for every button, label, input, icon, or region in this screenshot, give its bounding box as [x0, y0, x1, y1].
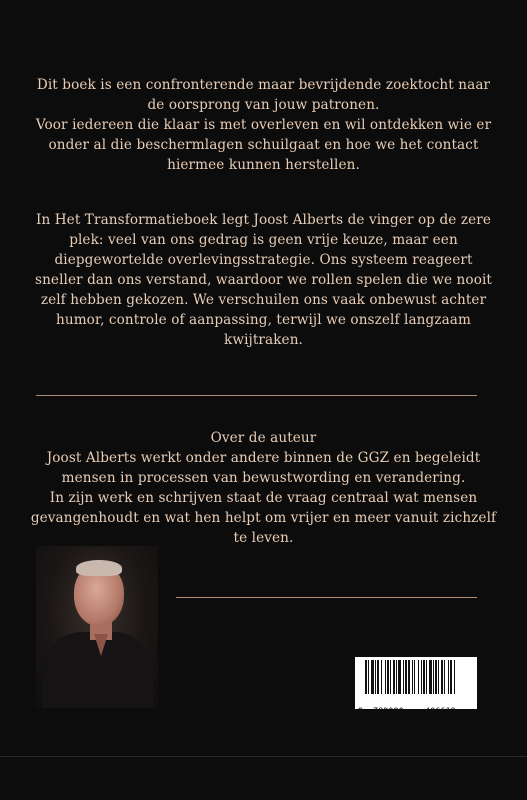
- intro-text: [30, 75, 497, 175]
- author-bio-1: Joost Alberts werkt onder andere binnen de GGZ en begeleidt mensen in processen van bewustwording en verandering.: [46, 450, 481, 486]
- author-bio-2: In zijn werk en schrijven staat de vraag centraal wat mensen gevangenhoudt en wat hen helpt om vrijer en meer vanuit zichzelf te leven.: [30, 490, 497, 546]
- barcode-group-2: 406619: [425, 707, 456, 717]
- barcode-bars: [355, 657, 477, 697]
- intro-line-1: Dit boek is een confronterende maar bevrijdende zoektocht naar de oorsprong van jouw patronen.: [36, 77, 491, 113]
- description-text: [30, 210, 497, 350]
- section-divider: [36, 395, 477, 396]
- intro-line-2: Voor iedereen die klaar is met overleven en wil ontdekken wie er onder al die beschermlagen schuilgaat en hoe we het contact hiermee kunnen herstellen.: [35, 117, 492, 173]
- author-heading: Over de auteur: [210, 430, 317, 446]
- isbn-barcode: [355, 657, 477, 717]
- description-paragraph: In Het Transformatieboek legt Joost Alberts de vinger op de zere plek: veel van ons gedrag is geen vrije keuze, maar een diepgewortelde overlevingsstrategie. Ons systeem reageert sneller dan ons verstand, waardoor we rollen spelen die we nooit zelf hebben gekozen. We verschuilen ons vaak onbewust achter humor, controle of aanpassing, terwijl we onszelf langzaam kwijtraken.: [35, 212, 492, 348]
- photo-divider: [176, 597, 477, 598]
- barcode-lead-digit: 9: [358, 707, 364, 717]
- bottom-edge-line: [0, 756, 527, 757]
- author-photo: [36, 546, 158, 708]
- barcode-group-1: 789090: [373, 707, 404, 717]
- author-section: [30, 428, 497, 548]
